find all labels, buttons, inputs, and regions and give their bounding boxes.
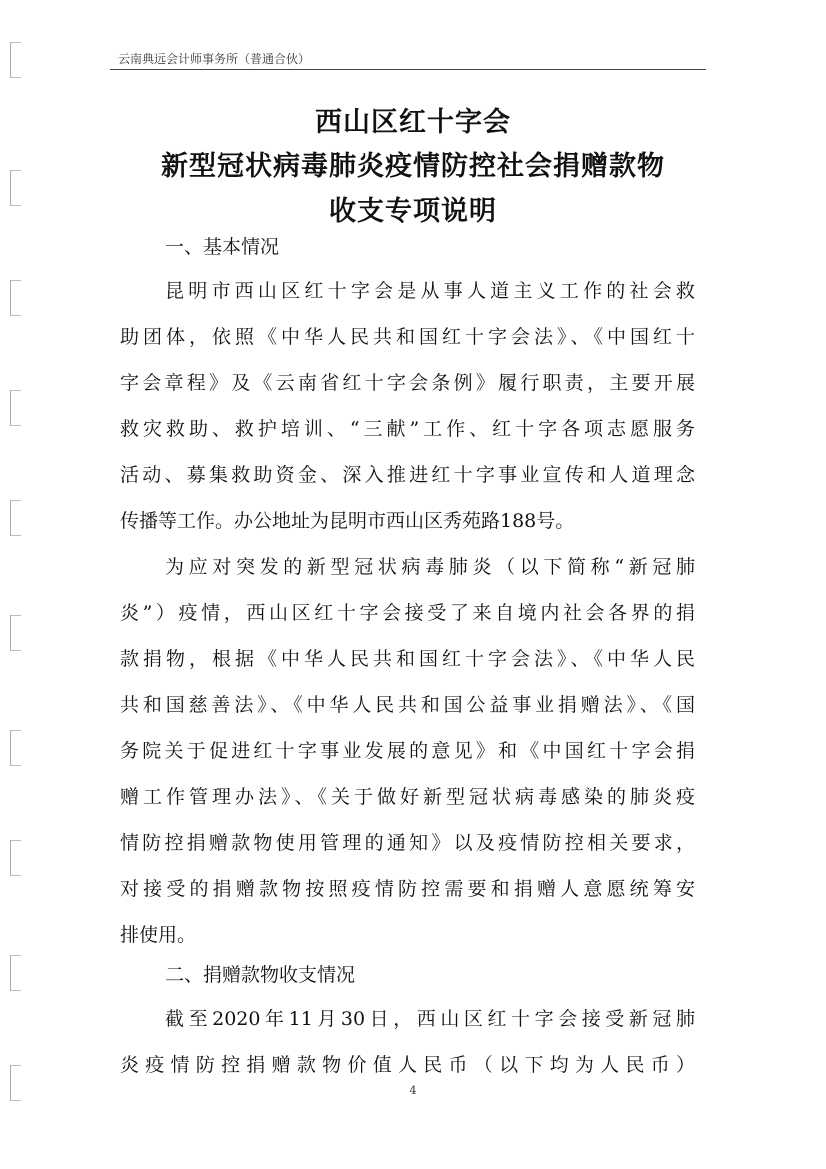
paragraph-line: 救灾救助、救护培训、“三献”工作、红十字各项志愿服务: [120, 418, 695, 440]
binding-mark: [10, 1065, 21, 1101]
paragraph-line: 务院关于促进红十字事业发展的意见》和《中国红十字会捐: [120, 740, 695, 762]
paragraph-line: 情防控捐赠款物使用管理的通知》以及疫情防控相关要求，: [120, 832, 695, 854]
title-line-3: 收支专项说明: [329, 196, 497, 227]
binding-mark: [10, 955, 21, 991]
binding-mark: [10, 280, 21, 316]
paragraph-line: 传播等工作。办公地址为昆明市西山区秀苑路188号。: [120, 510, 575, 532]
header-divider: [110, 69, 706, 70]
binding-mark: [10, 170, 21, 206]
paragraph-line: 炎”）疫情，西山区红十字会接受了来自境内社会各界的捐: [120, 602, 695, 624]
paragraph-line: 昆明市西山区红十字会是从事人道主义工作的社会救: [165, 280, 695, 302]
paragraph-line: 活动、募集救助资金、深入推进红十字事业宣传和人道理念: [120, 464, 695, 486]
paragraph-line: 为应对突发的新型冠状病毒肺炎（以下简称“新冠肺: [165, 556, 695, 578]
paragraph-line: 款捐物，根据《中华人民共和国红十字会法》、《中华人民: [120, 648, 695, 670]
section-1-heading: 一、基本情况: [165, 236, 280, 258]
paragraph-line: 炎疫情防控捐赠款物价值人民币（以下均为人民币）: [120, 1054, 695, 1076]
binding-mark: [10, 42, 21, 78]
paragraph-line: 截至2020年11月30日，西山区红十字会接受新冠肺: [165, 1008, 695, 1030]
binding-mark: [10, 615, 21, 651]
paragraph-line: 字会章程》及《云南省红十字会条例》履行职责，主要开展: [120, 372, 695, 394]
section-2-heading: 二、捐赠款物收支情况: [165, 964, 356, 986]
paragraph-line: 排使用。: [120, 924, 197, 946]
binding-mark: [10, 390, 21, 426]
paragraph-line: 共和国慈善法》、《中华人民共和国公益事业捐赠法》、《国: [120, 694, 695, 716]
paragraph-line: 赠工作管理办法》、《关于做好新型冠状病毒感染的肺炎疫: [120, 786, 695, 808]
firm-header: 云南典远会计师事务所（普通合伙）: [118, 52, 311, 66]
title-line-2: 新型冠状病毒肺炎疫情防控社会捐赠款物: [161, 151, 665, 182]
binding-mark: [10, 500, 21, 536]
paragraph-line: 对接受的捐赠款物按照疫情防控需要和捐赠人意愿统筹安: [120, 878, 695, 900]
binding-mark: [10, 840, 21, 876]
page-number: 4: [409, 1084, 417, 1097]
paragraph-line: 助团体，依照《中华人民共和国红十字会法》、《中国红十: [120, 326, 695, 348]
title-line-1: 西山区红十字会: [315, 107, 511, 138]
binding-mark: [10, 730, 21, 766]
